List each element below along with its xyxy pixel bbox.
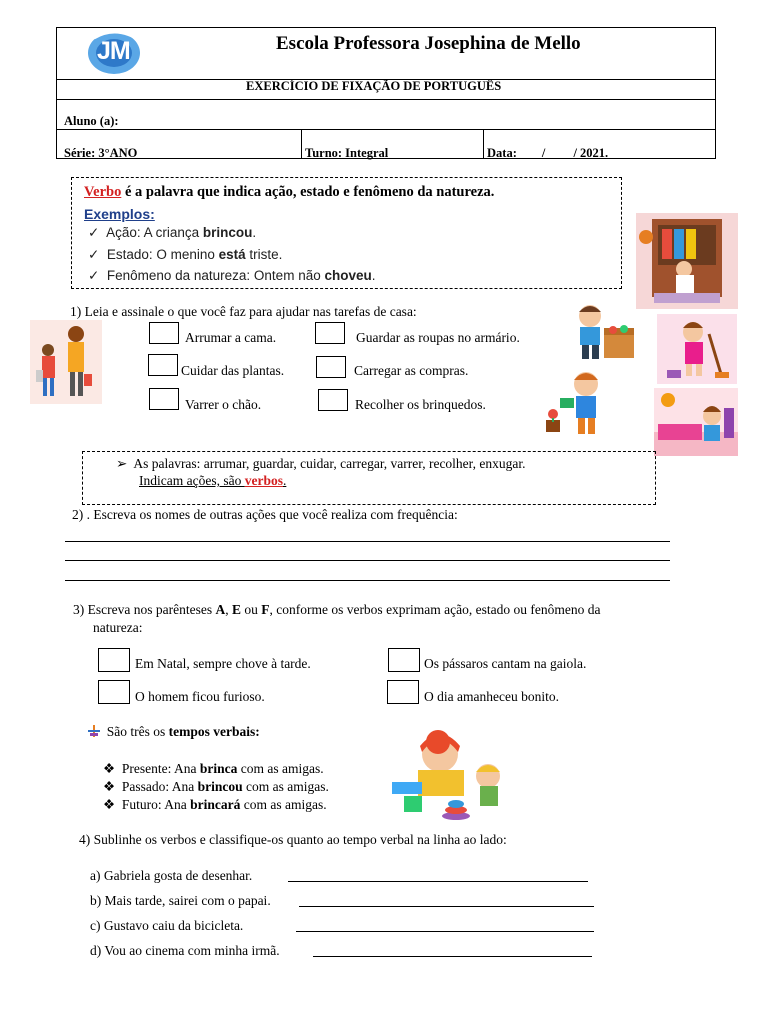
answer-line[interactable] <box>288 881 588 882</box>
school-name: Escola Professora Josephina de Mello <box>276 33 581 54</box>
tense-past: ❖ Passado: Ana brincou com as amigas. <box>103 779 329 794</box>
shift-field: Turno: Integral <box>305 146 389 160</box>
check-icon: ✓ <box>88 247 100 262</box>
checkbox-recolher[interactable] <box>318 389 348 411</box>
example-nature: ✓ Fenômeno da natureza: Ontem não choveu. <box>88 268 376 283</box>
q4-item-d: d) Vou ao cinema com minha irmã. <box>90 943 280 958</box>
boy-toybox-illustration <box>568 300 638 364</box>
date-field: Data:____/____ / 2021. <box>487 146 609 160</box>
colored-cross-icon <box>88 725 100 737</box>
bedroom-illustration <box>654 388 738 456</box>
answer-box-natal[interactable] <box>98 648 130 672</box>
answer-line[interactable] <box>65 541 670 542</box>
q4-prompt: 4) Sublinhe os verbos e classifique-os quanto ao tempo verbal na linha ao lado: <box>79 832 507 847</box>
shopping-family-illustration <box>30 320 102 404</box>
wardrobe-illustration <box>636 213 738 309</box>
example-state: ✓ Estado: O menino está triste. <box>88 247 283 262</box>
answer-box-dia[interactable] <box>387 680 419 704</box>
tense-present: ❖ Presente: Ana brinca com as amigas. <box>103 761 324 776</box>
verbs-note-line2: Indicam ações, são verbos. <box>139 473 287 488</box>
check-icon: ✓ <box>88 225 100 240</box>
diamond-bullet-icon: ❖ <box>103 797 116 812</box>
answer-box-homem[interactable] <box>98 680 130 704</box>
student-label: Aluno (a): <box>64 114 119 128</box>
arrow-bullet-icon: ➢ <box>116 456 128 471</box>
option-dia: O dia amanheceu bonito. <box>424 689 559 704</box>
definition-text: Verbo é a palavra que indica ação, estado e fenômeno da natureza. <box>84 184 495 200</box>
answer-line[interactable] <box>296 931 594 932</box>
q3-prompt-cont: natureza: <box>93 620 143 635</box>
example-action: ✓ Ação: A criança brincou. <box>88 225 257 240</box>
answer-line[interactable] <box>65 560 670 561</box>
q4-item-c: c) Gustavo caiu da bicicleta. <box>90 918 244 933</box>
diamond-bullet-icon: ❖ <box>103 779 116 794</box>
examples-title: Exemplos: <box>84 206 155 222</box>
tenses-intro: São três os tempos verbais: <box>88 724 260 740</box>
option-guardar: Guardar as roupas no armário. <box>356 330 520 345</box>
q4-item-a: a) Gabriela gosta de desenhar. <box>90 868 253 883</box>
answer-line[interactable] <box>299 906 594 907</box>
answer-line[interactable] <box>65 580 670 581</box>
checkbox-arrumar[interactable] <box>149 322 179 344</box>
diamond-bullet-icon: ❖ <box>103 761 116 776</box>
school-logo: JM <box>84 28 146 76</box>
answer-line[interactable] <box>313 956 592 957</box>
verbs-note-line1: ➢ As palavras: arrumar, guardar, cuidar, carregar, varrer, recolher, enxugar. <box>116 456 526 471</box>
option-varrer: Varrer o chão. <box>185 397 262 412</box>
q4-item-b: b) Mais tarde, sairei com o papai. <box>90 893 271 908</box>
grade-field: Série: 3°ANO <box>64 146 138 160</box>
girl-playing-illustration <box>388 724 512 824</box>
option-cuidar: Cuidar das plantas. <box>181 363 285 378</box>
check-icon: ✓ <box>88 268 100 283</box>
option-arrumar: Arrumar a cama. <box>185 330 277 345</box>
checkbox-carregar[interactable] <box>316 356 346 378</box>
checkbox-guardar[interactable] <box>315 322 345 344</box>
subject-title: EXERCÍCIO DE FIXAÇÃO DE PORTUGUÊS <box>246 79 502 93</box>
answer-box-passaros[interactable] <box>388 648 420 672</box>
checkbox-cuidar[interactable] <box>148 354 178 376</box>
girl-sweeping-illustration <box>657 314 737 384</box>
option-carregar: Carregar as compras. <box>354 363 469 378</box>
option-homem: O homem ficou furioso. <box>135 689 265 704</box>
option-passaros: Os pássaros cantam na gaiola. <box>424 656 587 671</box>
checkbox-varrer[interactable] <box>149 388 179 410</box>
q3-prompt: 3) Escreva nos parênteses A, E ou F, conforme os verbos exprimam ação, estado ou fenômeno da <box>73 602 601 617</box>
tense-future: ❖ Futuro: Ana brincará com as amigas. <box>103 797 327 812</box>
boy-watering-plants-illustration <box>540 368 620 438</box>
option-recolher: Recolher os brinquedos. <box>355 397 486 412</box>
q2-prompt: 2) . Escreva os nomes de outras ações que você realiza com frequência: <box>72 507 458 522</box>
option-natal: Em Natal, sempre chove à tarde. <box>135 656 311 671</box>
q1-prompt: 1) Leia e assinale o que você faz para ajudar nas tarefas de casa: <box>70 304 417 319</box>
